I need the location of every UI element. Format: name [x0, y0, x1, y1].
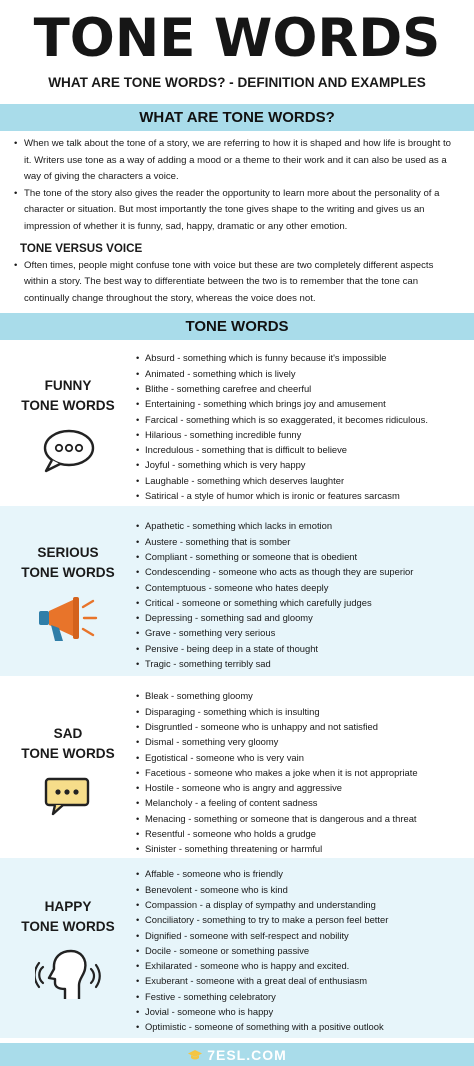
serious-word-list [136, 516, 413, 676]
list-item: • Conciliatory - something to try to make a person feel better [136, 912, 388, 927]
sad-tone-words-section [0, 676, 474, 858]
list-item: • Hilarious - something incredible funny [136, 427, 428, 442]
list-item: • Austere - something that is somber [136, 534, 413, 549]
list-item: • Condescending - someone who acts as though they are superior [136, 564, 413, 579]
intro-paragraph: • When we talk about the tone of a story, we are referring to how it is shaped and how life is brought to it. Writers use tone as a way of adding a mood or a theme to their work and it can also be used as a way of giving the characters a voice. [14, 136, 460, 186]
list-item: • Benevolent - someone who is kind [136, 882, 388, 897]
serious-tone-words-section [0, 506, 474, 676]
list-item: • Blithe - something carefree and cheerful [136, 381, 428, 396]
section-title: FUNNY TONE WORDS [21, 377, 115, 413]
list-item: • Disgruntled - someone who is unhappy and not satisfied [136, 719, 418, 734]
list-item: • Menacing - something or someone that is dangerous and a threat [136, 811, 418, 826]
list-item: • Festive - something celebratory [136, 989, 388, 1004]
intro-section [0, 131, 474, 313]
list-item: • Laughable - something which deserves laughter [136, 473, 428, 488]
speaking-head-icon [35, 949, 101, 1006]
list-item: • Absurd - something which is funny because it's impossible [136, 350, 428, 365]
list-item: • Hostile - someone who is angry and aggressive [136, 780, 418, 795]
tone-versus-voice-heading: TONE VERSUS VOICE [20, 241, 143, 255]
list-item: • Facetious - someone who makes a joke when it is not appropriate [136, 765, 418, 780]
list-item: • Optimistic - someone of something with a positive outlook [136, 1019, 388, 1034]
page-title: TONE WORDS [33, 8, 441, 69]
section-label [0, 516, 136, 676]
list-item: • Satirical - a style of humor which is ironic or features sarcasm [136, 488, 428, 503]
site-logo [187, 1047, 287, 1063]
list-item: • Dignified - someone with self-respect and nobility [136, 928, 388, 943]
list-item: • Melancholy - a feeling of content sadness [136, 795, 418, 810]
list-item: • Joyful - something which is very happy [136, 457, 428, 472]
list-item: • Compliant - something or someone that is obedient [136, 549, 413, 564]
list-item: • Affable - someone who is friendly [136, 866, 388, 881]
list-item: • Docile - someone or something passive [136, 943, 388, 958]
happy-tone-words-section [0, 858, 474, 1038]
list-item: • Compassion - a display of sympathy and understanding [136, 897, 388, 912]
list-item: • Apathetic - something which lacks in emotion [136, 518, 413, 533]
megaphone-icon [37, 595, 99, 650]
list-item: • Pensive - being deep in a state of thought [136, 641, 413, 656]
list-item: • Grave - something very serious [136, 625, 413, 640]
chat-box-icon [43, 776, 93, 821]
list-item: • Critical - someone or something which carefully judges [136, 595, 413, 610]
funny-tone-words-section [0, 340, 474, 506]
list-item: • Dismal - something very gloomy [136, 734, 418, 749]
list-item: • Farcical - something which is so exaggerated, it becomes ridiculous. [136, 412, 428, 427]
happy-word-list [136, 864, 388, 1038]
list-item: • Jovial - someone who is happy [136, 1004, 388, 1019]
list-item: • Animated - something which is lively [136, 366, 428, 381]
list-item: • Entertaining - something which brings joy and amusement [136, 396, 428, 411]
section-label [0, 864, 136, 1038]
voice-paragraph: • Often times, people might confuse tone with voice but these are two completely different aspects within a story. The best way to differentiate between the two is to remember that the tone can continually change throughout the story, whereas the voice does not. [14, 258, 460, 308]
section-label [0, 686, 136, 858]
page-header [0, 0, 474, 104]
list-item: • Tragic - something terribly sad [136, 656, 413, 671]
list-item: • Incredulous - something that is difficult to believe [136, 442, 428, 457]
tone-words-section-heading: TONE WORDS [0, 313, 474, 340]
list-item: • Bleak - something gloomy [136, 688, 418, 703]
list-item: • Exhilarated - someone who is happy and excited. [136, 958, 388, 973]
sad-word-list [136, 686, 418, 858]
graduation-cap-icon [187, 1049, 203, 1061]
section-title: SAD TONE WORDS [21, 725, 115, 761]
section-title: SERIOUS TONE WORDS [21, 544, 115, 580]
page-subtitle: WHAT ARE TONE WORDS? - DEFINITION AND EXAMPLES [48, 75, 426, 90]
speech-bubble-icon [40, 428, 96, 479]
list-item: • Sinister - something threatening or harmful [136, 841, 418, 856]
section-title: HAPPY TONE WORDS [21, 898, 115, 934]
section-label [0, 348, 136, 506]
funny-word-list [136, 348, 428, 506]
page-footer [0, 1043, 474, 1066]
list-item: • Egotistical - someone who is very vain [136, 750, 418, 765]
list-item: • Exuberant - someone with a great deal of enthusiasm [136, 973, 388, 988]
logo-text: 7ESL.COM [207, 1046, 287, 1063]
list-item: • Disparaging - something which is insulting [136, 704, 418, 719]
list-item: • Resentful - someone who holds a grudge [136, 826, 418, 841]
intro-section-heading: WHAT ARE TONE WORDS? [0, 104, 474, 131]
intro-paragraph: • The tone of the story also gives the reader the opportunity to learn more about the personality of a character or situation. But most importantly the tone gives shape to the writing and gives us an impression of whether it is funny, sad, happy, dramatic or any other emotion. [14, 186, 460, 236]
list-item: • Contemptuous - someone who hates deeply [136, 580, 413, 595]
list-item: • Depressing - something sad and gloomy [136, 610, 413, 625]
